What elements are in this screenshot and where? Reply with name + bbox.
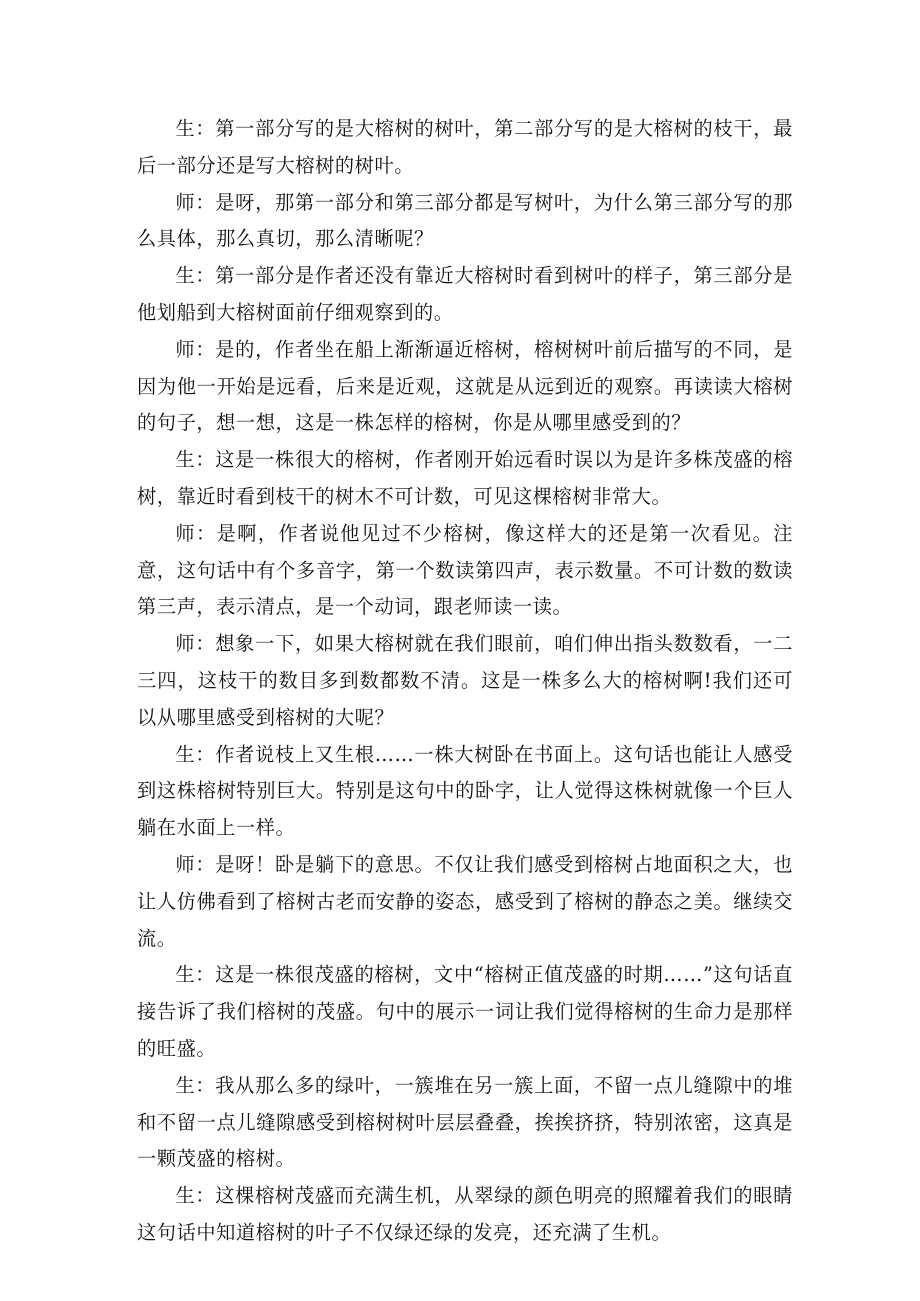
paragraph-11: 生：我从那么多的绿叶，一簇堆在另一簇上面，不留一点儿缝隙中的堆和不留一点儿缝隙感受到榕树树叶层层叠叠，挨挨挤挤，特别浓密，这真是一颗茂盛的榕树。	[137, 1073, 793, 1171]
paragraph-3: 生：第一部分是作者还没有靠近大榕树时看到树叶的样子，第三部分是他划船到大榕树面前仔细观察到的。	[137, 264, 793, 324]
paragraph-8: 生：作者说枝上又生根……一株大树卧在书面上。这句话也能让人感受到这株榕树特别巨大。特别是这句中的卧字，让人觉得这株树就像一个巨人躺在水面上一样。	[137, 742, 793, 840]
paragraph-10: 生：这是一株很茂盛的榕树，文中“榕树正值茂盛的时期……”这句话直接告诉了我们榕树的茂盛。句中的展示一词让我们觉得榕树的生命力是那样的旺盛。	[137, 963, 793, 1060]
paragraph-6: 师：是啊，作者说他见过不少榕树，像这样大的还是第一次看见。注意，这句话中有个多音字，第一个数读第四声，表示数量。不可计数的数读第三声，表示清点，是一个动词，跟老师读一读。	[137, 521, 793, 619]
paragraph-7: 师：想象一下，如果大榕树就在我们眼前，咱们伸出指头数数看，一二三四，这枝干的数目多到数都数不清。这是一株多么大的榕树啊!我们还可以从哪里感受到榕树的大呢？	[137, 632, 793, 729]
document-body	[137, 111, 793, 1252]
paragraph-5: 生：这是一株很大的榕树，作者刚开始远看时误以为是许多株茂盛的榕树，靠近时看到枝干的树木不可计数，可见这棵榕树非常大。	[137, 448, 793, 508]
paragraph-1: 生：第一部分写的是大榕树的树叶，第二部分写的是大榕树的枝干，最后一部分还是写大榕树的树叶。	[137, 117, 793, 177]
paragraph-2: 师：是呀，那第一部分和第三部分都是写树叶，为什么第三部分写的那么具体，那么真切，那么清晰呢？	[137, 190, 793, 251]
paragraph-9: 师：是呀！卧是躺下的意思。不仅让我们感受到榕树占地面积之大，也让人仿佛看到了榕树古老而安静的姿态，感受到了榕树的静态之美。继续交流。	[137, 852, 793, 950]
paragraph-4: 师：是的，作者坐在船上渐渐逼近榕树，榕树树叶前后描写的不同，是因为他一开始是远看，后来是近观，这就是从远到近的观察。再读读大榕树的句子，想一想，这是一株怎样的榕树，你是从哪里感受到的？	[137, 337, 793, 435]
paragraph-12: 生：这棵榕树茂盛而充满生机，从翠绿的颜色明亮的照耀着我们的眼睛这句话中知道榕树的叶子不仅绿还绿的发亮，还充满了生机。	[137, 1184, 793, 1244]
